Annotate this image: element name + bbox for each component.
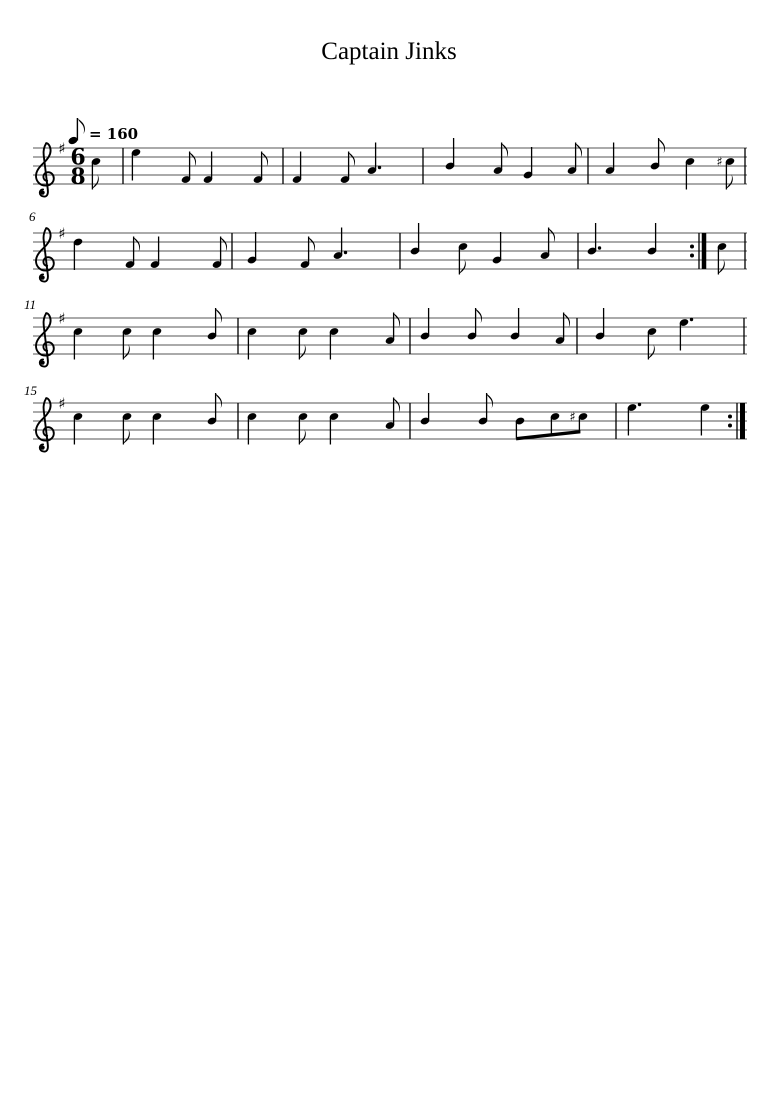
eighth-flag — [476, 308, 482, 323]
sharp-accidental: ♯ — [569, 410, 576, 425]
eighth-flag — [299, 344, 305, 359]
eighth-flag — [190, 152, 196, 167]
eighth-flag — [216, 393, 222, 408]
note-stem — [299, 333, 300, 360]
repeat-dot — [690, 245, 694, 249]
note-stem — [299, 418, 300, 445]
barline — [615, 403, 616, 439]
note-stem — [680, 324, 681, 351]
note-stem — [133, 237, 134, 264]
barline — [744, 233, 745, 269]
note-stem — [459, 248, 460, 275]
barline — [231, 233, 232, 269]
treble-clef-stroke — [40, 398, 48, 451]
treble-clef-stroke — [40, 313, 48, 366]
note-stem — [518, 308, 519, 335]
repeat-thick-barline — [740, 403, 745, 439]
note-stem — [153, 418, 154, 445]
eighth-flag — [718, 259, 724, 274]
note-stem — [531, 147, 532, 174]
note-stem — [375, 143, 376, 170]
barline — [744, 148, 745, 184]
note-stem — [428, 308, 429, 335]
eighth-flag — [549, 228, 555, 243]
eighth-flag — [459, 259, 465, 274]
time-signature-numerator: 6 — [70, 144, 86, 171]
note-stem — [595, 223, 596, 250]
barline — [698, 233, 699, 269]
note-stem — [330, 333, 331, 360]
eighth-flag — [309, 237, 315, 252]
note-stem — [428, 393, 429, 420]
eighth-flag — [659, 138, 665, 153]
barline — [577, 233, 578, 269]
eighth-flag — [349, 152, 355, 167]
clef-dot — [41, 361, 45, 365]
note-stem — [486, 393, 487, 420]
eighth-flag — [123, 344, 129, 359]
note-stem — [475, 308, 476, 335]
tempo-value: = 160 — [89, 125, 139, 143]
note-stem — [579, 418, 580, 432]
eighth-flag — [394, 313, 400, 328]
note-stem — [575, 143, 576, 170]
repeat-thick-barline — [702, 233, 707, 269]
note-stem — [153, 333, 154, 360]
note-stem — [158, 237, 159, 264]
repeat-dot — [690, 254, 694, 258]
eighth-flag — [394, 398, 400, 413]
note-stem — [261, 152, 262, 179]
note-stem — [123, 418, 124, 445]
note-stem — [726, 163, 727, 190]
note-stem — [613, 143, 614, 170]
eighth-flag — [221, 237, 227, 252]
note-stem — [548, 228, 549, 255]
eighth-flag — [92, 174, 98, 189]
note-stem — [393, 313, 394, 340]
note-stem — [92, 163, 93, 190]
note-stem — [551, 418, 552, 435]
measure-number: 15 — [24, 383, 37, 398]
note-stem — [308, 237, 309, 264]
eighth-flag — [502, 143, 508, 158]
note-stem — [341, 228, 342, 255]
eighth-flag — [576, 143, 582, 158]
note-stem — [563, 313, 564, 340]
eighth-flag — [564, 313, 570, 328]
augmentation-dot — [344, 251, 347, 254]
note-stem — [453, 138, 454, 165]
note-stem — [701, 409, 702, 436]
barline — [122, 148, 123, 184]
eighth-flag — [134, 237, 140, 252]
treble-clef-icon — [36, 228, 54, 281]
note-stem — [74, 243, 75, 270]
eighth-flag — [726, 174, 732, 189]
note-stem — [348, 152, 349, 179]
note-stem — [220, 237, 221, 264]
note-stem — [255, 232, 256, 259]
treble-clef-stroke — [40, 228, 48, 281]
key-signature-sharp: ♯ — [58, 394, 66, 413]
key-signature-sharp: ♯ — [58, 139, 66, 158]
barline — [237, 318, 238, 354]
barline — [237, 403, 238, 439]
barline — [409, 318, 410, 354]
note-stem — [393, 398, 394, 425]
barline — [409, 403, 410, 439]
key-signature-sharp: ♯ — [58, 224, 66, 243]
augmentation-dot — [638, 403, 641, 406]
key-signature-sharp: ♯ — [58, 309, 66, 328]
barline — [576, 318, 577, 354]
eighth-flag — [123, 429, 129, 444]
note-stem — [718, 248, 719, 275]
note-stem — [628, 409, 629, 436]
note-stem — [330, 418, 331, 445]
note-stem — [248, 418, 249, 445]
clef-dot — [41, 191, 45, 195]
measure-number: 11 — [24, 297, 37, 312]
barline — [587, 148, 588, 184]
piece-title: Captain Jinks — [321, 38, 457, 65]
augmentation-dot — [378, 166, 381, 169]
eighth-flag — [648, 344, 654, 359]
note-stem — [211, 152, 212, 179]
treble-clef-icon — [36, 313, 54, 366]
note-stem — [123, 333, 124, 360]
note-stem — [215, 393, 216, 420]
note-stem — [300, 152, 301, 179]
note-stem — [516, 422, 517, 438]
barline — [743, 318, 744, 354]
eighth-flag — [216, 308, 222, 323]
note-stem — [500, 232, 501, 259]
barline — [422, 148, 423, 184]
note-stem — [658, 138, 659, 165]
eighth-flag — [262, 152, 268, 167]
eighth-flag — [487, 393, 493, 408]
barline — [282, 148, 283, 184]
treble-clef-icon — [36, 143, 54, 196]
note-stem — [418, 223, 419, 250]
repeat-dot — [728, 415, 732, 419]
note-stem — [215, 308, 216, 335]
score-notation — [0, 0, 778, 520]
note-stem — [248, 333, 249, 360]
note-stem — [501, 143, 502, 170]
note-stem — [132, 154, 133, 181]
note-stem — [655, 223, 656, 250]
note-stem — [74, 333, 75, 360]
note-stem — [189, 152, 190, 179]
measure-number: 6 — [29, 209, 36, 224]
eighth-flag — [299, 429, 305, 444]
note-stem — [648, 333, 649, 360]
augmentation-dot — [598, 246, 601, 249]
treble-clef-icon — [36, 398, 54, 451]
barline — [399, 233, 400, 269]
clef-dot — [41, 276, 45, 280]
clef-dot — [41, 446, 45, 450]
repeat-dot — [728, 424, 732, 428]
augmentation-dot — [690, 318, 693, 321]
note-stem — [74, 418, 75, 445]
barline — [736, 403, 737, 439]
sharp-accidental: ♯ — [716, 155, 723, 170]
treble-clef-stroke — [40, 143, 48, 196]
time-signature-denominator: 8 — [70, 163, 86, 190]
note-stem — [603, 308, 604, 335]
note-stem — [686, 163, 687, 190]
